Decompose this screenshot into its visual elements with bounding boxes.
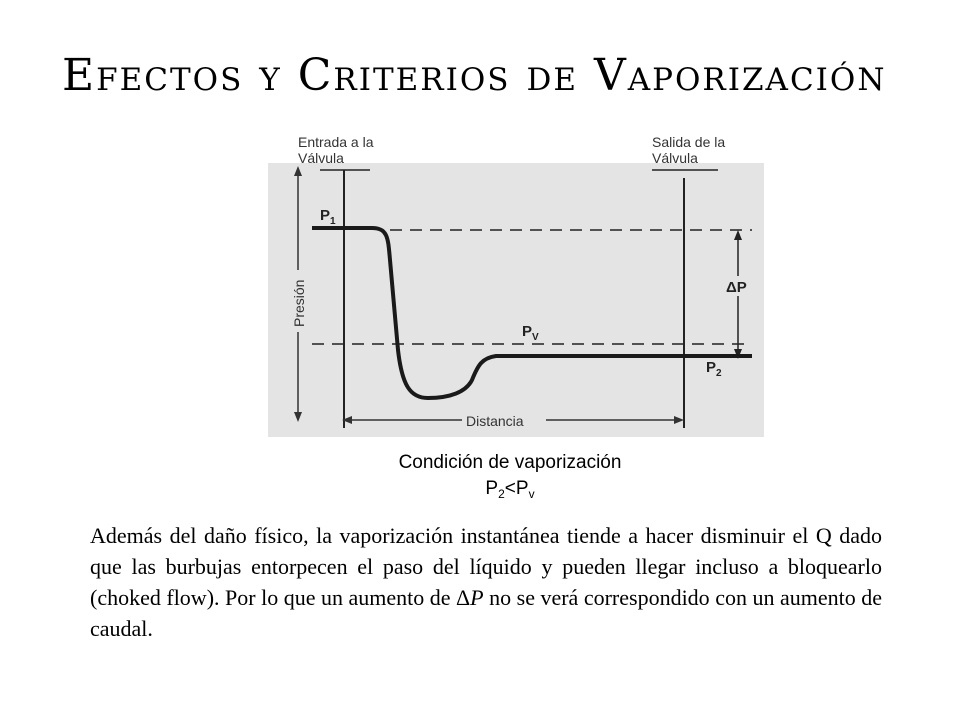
slide-title: Efectos y Criterios de Vaporización (62, 50, 887, 101)
pressure-axis-label: Presión (291, 279, 307, 327)
outlet-label-line2: Válvula (652, 150, 698, 166)
paragraph-text-before: Además del daño físico, la vaporización instantánea tiende a hacer disminuir el Q dado que las burbujas entorpecen el paso del líquido y pueden llegar incluso a bloquearlo (choked flow). Por lo que un aumento de (90, 523, 882, 610)
caption-p-sub: 2 (498, 487, 505, 501)
caption-p-symbol: P (485, 478, 499, 499)
caption-pv-sub: v (528, 487, 535, 501)
paragraph-p-italic: P (470, 585, 484, 610)
body-paragraph (90, 520, 882, 644)
distance-axis-label: Distancia (466, 413, 524, 429)
inlet-label-line1: Entrada a la (298, 134, 374, 150)
delta-p-label: ΔP (726, 279, 747, 296)
caption-operator: < (504, 478, 516, 499)
diagram-caption (300, 450, 720, 507)
paragraph-text-after: no se verá correspondido con un aumento de caudal. (90, 585, 882, 641)
p1-label: $P_1$ (320, 207, 336, 227)
outlet-label-line1: Salida de la (652, 134, 726, 150)
caption-condition (300, 476, 720, 507)
diagram-background (268, 163, 764, 437)
caption-title: Condición de vaporización (398, 452, 622, 473)
caption-pv-symbol: P (515, 478, 529, 499)
diagram-svg (260, 130, 780, 440)
paragraph-delta-symbol: Δ (456, 585, 471, 610)
inlet-label-line2: Válvula (298, 150, 344, 166)
p2-label: $P_2$ (706, 359, 722, 379)
pressure-distance-diagram (260, 130, 780, 440)
pv-label: $P_V$ (522, 323, 539, 343)
